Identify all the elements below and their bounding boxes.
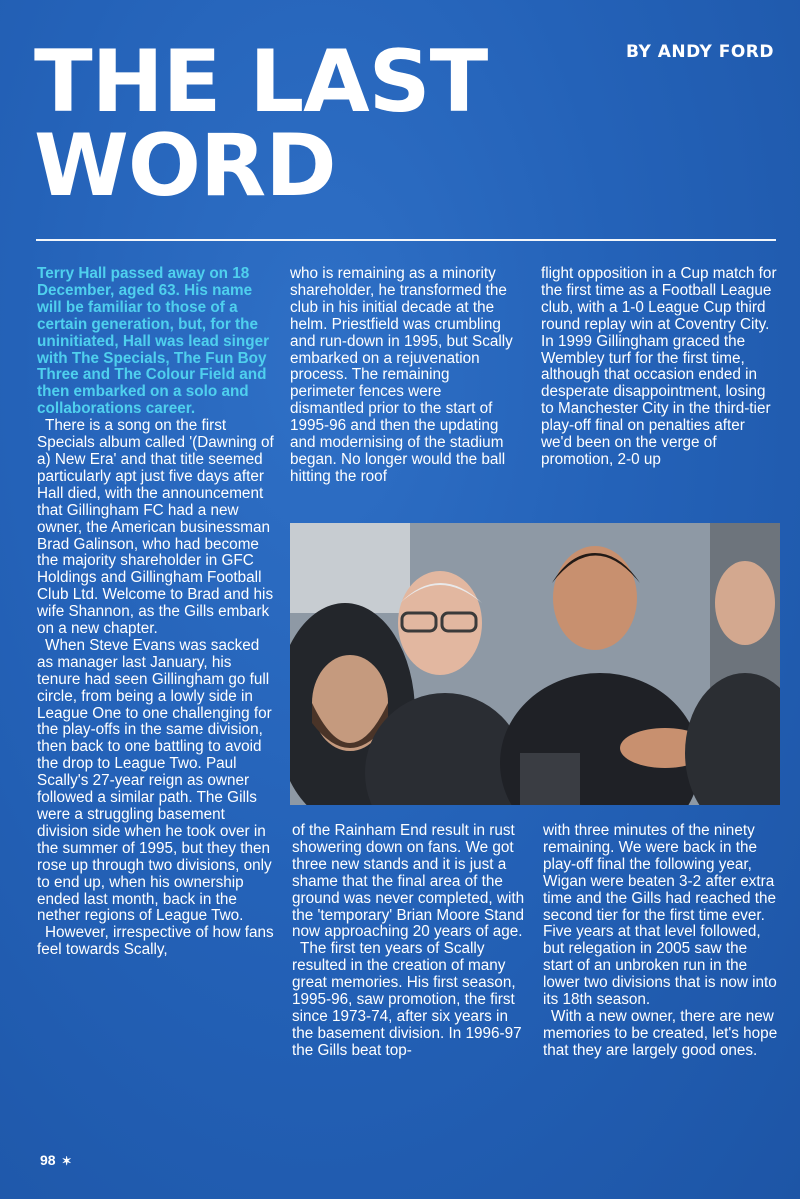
crowd-illustration <box>290 523 780 805</box>
byline: BY ANDY FORD <box>625 42 774 62</box>
body-paragraph: The first ten years of Scally resulted in the creation of many great memories. His first season, 1995-96, saw promotion, the first since 1973-74, after six years in the basement division. In 1996-97 the Gills beat top- <box>292 940 522 1059</box>
page-number: 98 <box>40 1152 56 1168</box>
body-paragraph: of the Rainham End result in rust showering down on fans. We got three new stands and it is just a shame that the final area of the ground was never completed, with the 'temporary' Brian Moore Stand now approaching 20 years of age. <box>292 822 525 941</box>
headline-line-1: THE LAST <box>34 32 488 132</box>
column-1 <box>37 266 275 959</box>
body-paragraph: with three minutes of the ninety remaining. We were back in the play-off final the following year, Wigan were beaten 3-2 after extra time and the Gills had reached the second tier for the first time ever. Five years at that level followed, but relegation in 2005 saw the start of an unbroken run in the lower two divisions that is now into its 18th season. <box>543 822 777 1009</box>
title-divider <box>36 239 776 241</box>
headline <box>34 32 488 216</box>
headline-line-2: WORD <box>34 116 336 216</box>
body-paragraph: However, irrespective of how fans feel towards Scally, <box>37 924 274 959</box>
column-3-bottom <box>543 823 781 1060</box>
body-paragraph: flight opposition in a Cup match for the first time as a Football League club, with a 1-0 League Cup third round replay win at Coventry City. In 1999 Gillingham graced the Wembley turf for the first time, although that occasion ended in desperate disappointment, losing to Manchester City in the third-tier play-off final on penalties after we'd been on the verge of promotion, 2-0 up <box>541 265 777 468</box>
body-paragraph: who is remaining as a minority shareholder, he transformed the club in his initial decade at the helm. Priestfield was crumbling and run-down in 1995, but Scally embarked on a rejuvenation process. The remaining perimeter fences were dismantled prior to the start of 1995-96 and then the updating and modernising of the stadium began. No longer would the ball hitting the roof <box>290 265 513 485</box>
page-footer <box>40 1152 72 1168</box>
intro-paragraph: Terry Hall passed away on 18 December, aged 63. His name will be familiar to those of a certain generation, but, for the uninitiated, Hall was lead singer with The Specials, The Fun Boy Three and The Colour Field and then embarked on a solo and collaborations career. <box>37 265 270 418</box>
body-paragraph: There is a song on the first Specials album called '(Dawning of a) New Era' and that title seemed particularly apt just five days after Hall died, with the announcement that Gillingham FC had a new owner, the American businessman Brad Galinson, who had become the majority shareholder in GFC Holdings and Gillingham Football Club Ltd. Welcome to Brad and his wife Shannon, as the Gills embark on a new chapter. <box>37 417 274 638</box>
column-2-bottom <box>292 823 528 1060</box>
column-2-top <box>290 266 516 486</box>
body-paragraph: When Steve Evans was sacked as manager last January, his tenure had seen Gillingham go full circle, from being a lowly side in League One to one challenging for the play-offs in the same division, then back to one battling to avoid the drop to League Two. Paul Scally's 27-year reign as owner followed a similar path. The Gills were a struggling basement division side when he took over in the summer of 1995, but they then rose up through two divisions, only to end up, when his ownership ended last month, back in the nether regions of League Two. <box>37 636 272 925</box>
column-3-top <box>541 266 779 469</box>
stadium-crowd-photo <box>290 523 780 805</box>
body-paragraph: With a new owner, there are new memories to be created, let's hope that they are largely good ones. <box>543 1007 778 1059</box>
club-mark-icon: ✶ <box>61 1154 72 1168</box>
